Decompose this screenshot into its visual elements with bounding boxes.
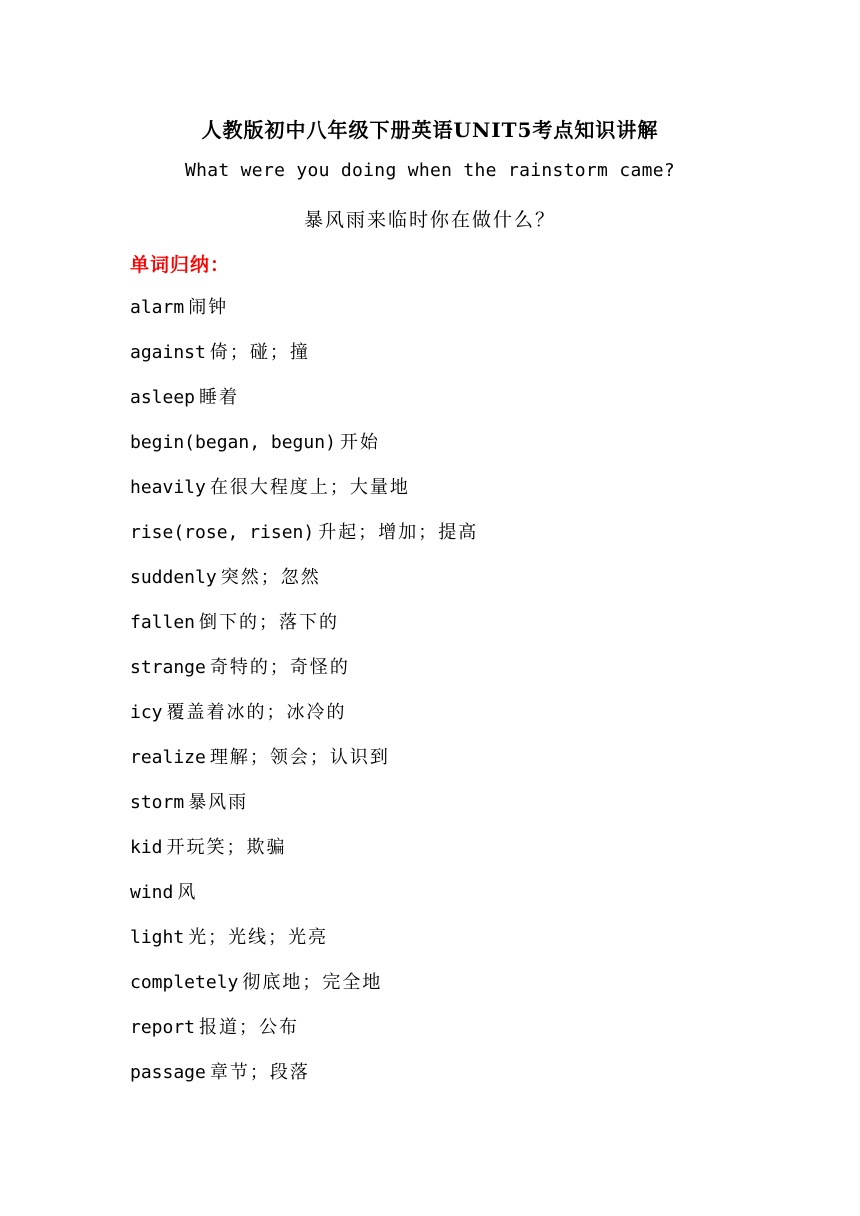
vocabulary-meaning: 报道；公布 xyxy=(199,1017,300,1038)
vocabulary-item xyxy=(130,339,478,384)
vocabulary-word: completely xyxy=(130,972,239,993)
vocabulary-item xyxy=(130,699,478,744)
vocabulary-word: storm xyxy=(130,792,185,813)
vocabulary-meaning: 升起；增加；提高 xyxy=(318,522,479,543)
vocabulary-word: begin(began, begun) xyxy=(130,432,336,453)
vocabulary-item xyxy=(130,384,478,429)
vocabulary-word: wind xyxy=(130,882,174,903)
vocabulary-item xyxy=(130,294,478,339)
vocabulary-word: heavily xyxy=(130,477,206,498)
vocabulary-item xyxy=(130,1059,478,1104)
vocabulary-meaning: 奇特的；奇怪的 xyxy=(209,657,350,678)
vocabulary-item xyxy=(130,474,478,519)
vocabulary-word: strange xyxy=(130,657,206,678)
vocabulary-item xyxy=(130,744,478,789)
vocabulary-item xyxy=(130,564,478,609)
vocabulary-word: alarm xyxy=(130,297,185,318)
vocabulary-meaning: 理解；领会；认识到 xyxy=(209,747,390,768)
vocabulary-word: light xyxy=(130,927,185,948)
document-title: 人教版初中八年级下册英语UNIT5考点知识讲解 xyxy=(201,118,659,142)
vocabulary-word: against xyxy=(130,342,206,363)
vocabulary-word: kid xyxy=(130,837,163,858)
vocabulary-list xyxy=(130,294,478,1104)
vocabulary-word: suddenly xyxy=(130,567,217,588)
vocabulary-meaning: 开始 xyxy=(339,432,380,453)
vocabulary-word: passage xyxy=(130,1062,206,1083)
vocabulary-meaning: 倒下的；落下的 xyxy=(199,612,340,633)
vocabulary-word: icy xyxy=(130,702,163,723)
vocabulary-item xyxy=(130,969,478,1014)
vocabulary-item xyxy=(130,834,478,879)
vocabulary-heading: 单词归纳： xyxy=(130,254,231,276)
vocabulary-item xyxy=(130,519,478,564)
unit-title-chinese: 暴风雨来临时你在做什么？ xyxy=(303,209,556,231)
vocabulary-word: report xyxy=(130,1017,196,1038)
vocabulary-word: asleep xyxy=(130,387,196,408)
vocabulary-meaning: 覆盖着冰的；冰冷的 xyxy=(166,702,347,723)
vocabulary-item xyxy=(130,609,478,654)
vocabulary-meaning: 风 xyxy=(177,882,198,903)
vocabulary-meaning: 闹钟 xyxy=(188,297,229,318)
vocabulary-item xyxy=(130,1014,478,1059)
vocabulary-item xyxy=(130,879,478,924)
vocabulary-item xyxy=(130,924,478,969)
vocabulary-meaning: 彻底地；完全地 xyxy=(242,972,383,993)
vocabulary-meaning: 开玩笑；欺骗 xyxy=(166,837,287,858)
vocabulary-meaning: 倚；碰；撞 xyxy=(209,342,310,363)
vocabulary-item xyxy=(130,429,478,474)
vocabulary-meaning: 在很大程度上；大量地 xyxy=(209,477,410,498)
vocabulary-meaning: 光；光线；光亮 xyxy=(188,927,329,948)
vocabulary-meaning: 章节；段落 xyxy=(209,1062,310,1083)
vocabulary-meaning: 睡着 xyxy=(199,387,240,408)
vocabulary-item xyxy=(130,654,478,699)
unit-title-english: What were you doing when the rainstorm came? xyxy=(184,160,676,181)
vocabulary-word: fallen xyxy=(130,612,196,633)
vocabulary-item xyxy=(130,789,478,834)
vocabulary-meaning: 突然；忽然 xyxy=(220,567,321,588)
vocabulary-meaning: 暴风雨 xyxy=(188,792,249,813)
vocabulary-word: rise(rose, risen) xyxy=(130,522,315,543)
vocabulary-word: realize xyxy=(130,747,206,768)
